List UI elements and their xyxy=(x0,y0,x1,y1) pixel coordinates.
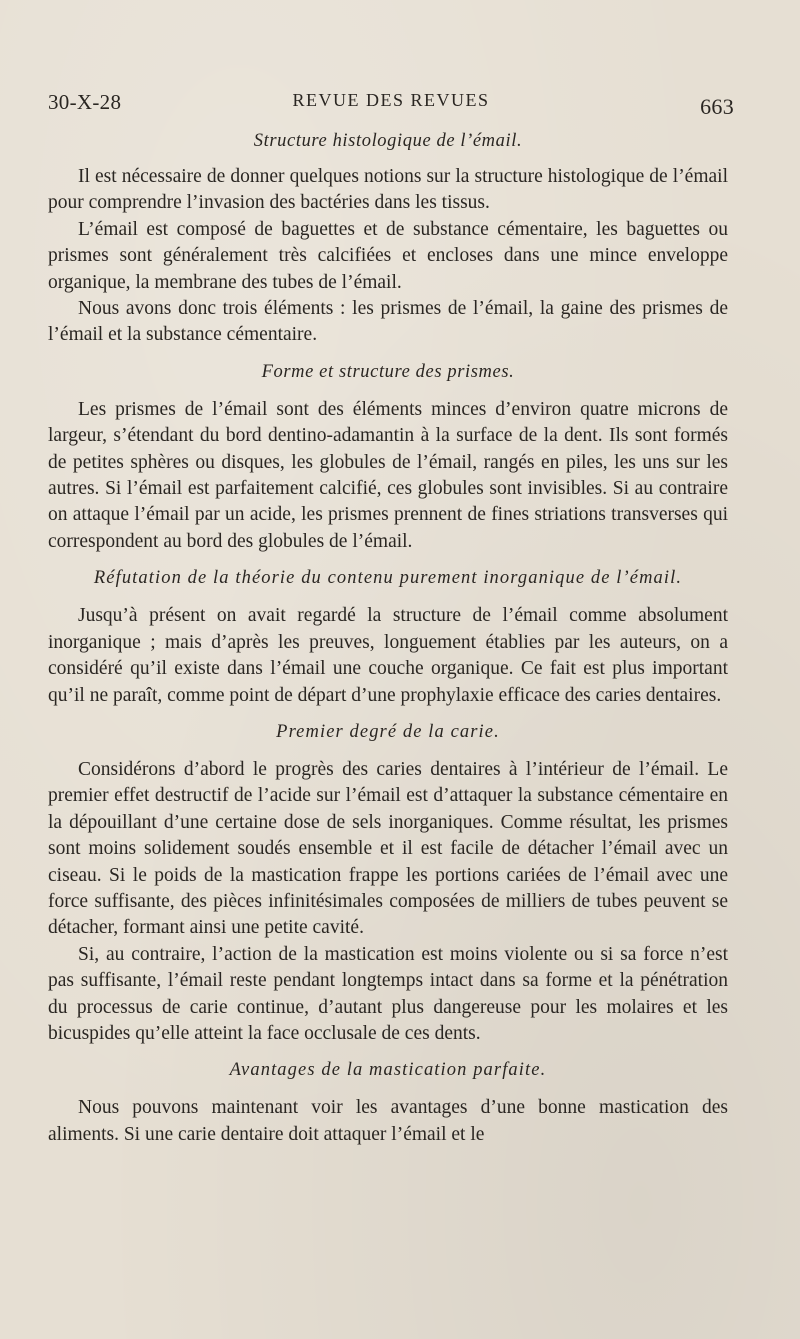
section-heading-structure: Structure histologique de l’émail. xyxy=(253,131,523,151)
page-number: 663 xyxy=(700,94,734,119)
paragraph: Nous avons donc trois éléments : les prismes de l’émail, la gaine des prismes de l’émail et la substance cémentaire. xyxy=(48,298,728,346)
paragraph: Il est nécessaire de donner quelques notions sur la structure histologique de l’émail pour comprendre l’invasion des bactéries dans les tissus. xyxy=(48,166,728,214)
section-heading-premier-degre: Premier degré de la carie. xyxy=(276,721,500,742)
paragraph: Considérons d’abord le progrès des caries dentaires à l’intérieur de l’émail. Le premier effet destructif de l’acide sur l’émail est d’attaquer la substance cémentaire en la dépouillant d’une certaine dose de sels inorganiques. Comme résultat, les prismes sont moins solidement soudés ensemble et il est facile de détacher l’émail avec un ciseau. Si le poids de la mastication frappe les portions cariées de l’émail avec une force suffisante, des pièces infinitésimales composées de milliers de tubes peuvent se détacher, formant ainsi une petite cavité. xyxy=(48,758,728,939)
paragraph: Les prismes de l’émail sont des éléments minces d’environ quatre microns de largeur, s’étendant du bord dentino-adamantin à la surface de la dent. Ils sont formés de petites sphères ou disques, les globules de l’émail, rangés en piles, les uns sur les autres. Si l’émail est parfaitement calcifié, ces globules sont invisibles. Si au contraire on attaque l’émail par un acide, les prismes prennent de fines striations transverses qui correspondent au bord des globules de l’émail. xyxy=(48,398,728,552)
paragraph: Jusqu’à présent on avait regardé la structure de l’émail comme absolument inorganique ; mais d’après les preuves, longuement établies par les auteurs, on a considéré qu’il existe dans l’émail une couche organique. Ce fait est plus important qu’il ne paraît, comme point de départ d’une prophylaxie efficace des caries dentaires. xyxy=(48,605,728,706)
paragraph: L’émail est composé de baguettes et de substance cémentaire, les baguettes ou prismes sont généralement très calcifiées et encloses dans une mince enveloppe organique, la membrane des tubes de l’émail. xyxy=(48,218,728,293)
running-head xyxy=(48,88,734,120)
journal-title: REVUE DES REVUES xyxy=(292,90,490,110)
paragraph: Si, au contraire, l’action de la mastication est moins violente ou si sa force n’est pas suffisante, l’émail reste pendant longtemps intact dans sa forme et la pénétration du processus de carie continue, d’autant plus dangereuse pour les molaires et les bicuspides qu’elle atteint la face occlusale de ces dents. xyxy=(48,943,728,1044)
section-heading-prismes: Forme et structure des prismes. xyxy=(261,361,515,382)
issue-date: 30-X-28 xyxy=(48,90,122,114)
section-heading-refutation: Réfutation de la théorie du contenu purement inorganique de l’émail. xyxy=(93,568,683,589)
paragraph: Nous pouvons maintenant voir les avantages d’une bonne mastication des aliments. Si une carie dentaire doit attaquer l’émail et le xyxy=(48,1097,728,1145)
article-body xyxy=(48,128,728,1148)
section-heading-avantages: Avantages de la mastication parfaite. xyxy=(229,1060,547,1081)
